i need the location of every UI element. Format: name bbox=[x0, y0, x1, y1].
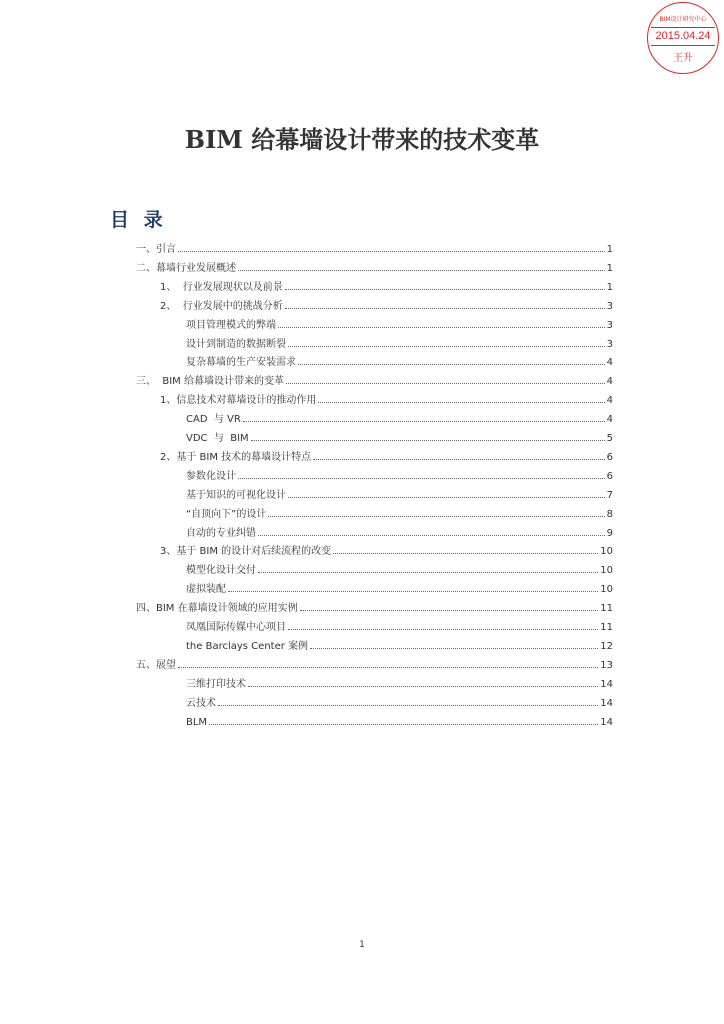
toc-entry-label: CAD 与 VR bbox=[186, 414, 241, 426]
toc-leader-dots bbox=[178, 666, 598, 668]
toc-entry-label: 参数化设计 bbox=[186, 470, 236, 482]
toc-entry[interactable] bbox=[136, 652, 613, 671]
toc-entry-page: 6 bbox=[606, 451, 613, 463]
toc-leader-dots bbox=[251, 439, 605, 441]
toc-entry-label: 项目管理模式的弊端 bbox=[186, 319, 276, 331]
toc-entry-page: 14 bbox=[600, 716, 613, 728]
toc-entry-label: 设计到制造的数据断裂 bbox=[186, 338, 286, 350]
toc-leader-dots bbox=[318, 401, 604, 403]
toc-leader-dots bbox=[298, 363, 605, 365]
toc-entry[interactable] bbox=[186, 482, 613, 501]
toc-entry[interactable] bbox=[136, 595, 613, 614]
toc-entry-page: 1 bbox=[606, 244, 613, 255]
toc-entry[interactable] bbox=[186, 463, 613, 482]
toc-leader-dots bbox=[178, 250, 605, 252]
toc-entry-label: 二、幕墙行业发展概述 bbox=[136, 262, 236, 274]
toc-leader-dots bbox=[285, 288, 605, 290]
toc-entry-page: 10 bbox=[600, 584, 613, 596]
toc-entry-label: 1、 行业发展现状以及前景 bbox=[160, 281, 283, 293]
toc-leader-dots bbox=[333, 552, 598, 554]
toc-leader-dots bbox=[248, 685, 598, 687]
toc-entry-label: 自动的专业纠错 bbox=[186, 527, 256, 539]
toc-entry-page: 7 bbox=[606, 489, 613, 501]
toc-entry-page: 4 bbox=[606, 395, 613, 407]
page-number: 1 bbox=[359, 940, 365, 950]
toc-entry-page: 3 bbox=[606, 300, 613, 312]
toc-leader-dots bbox=[218, 704, 598, 706]
toc-entry-label: 2、 行业发展中的挑战分析 bbox=[160, 300, 283, 312]
toc-leader-dots bbox=[258, 534, 605, 536]
toc-leader-dots bbox=[288, 628, 598, 630]
toc-entry-page: 12 bbox=[600, 640, 613, 652]
toc-leader-dots bbox=[288, 345, 605, 347]
toc-heading: 目 录 bbox=[110, 209, 167, 231]
toc-entry-page: 14 bbox=[600, 678, 613, 690]
toc-entry[interactable] bbox=[186, 349, 613, 368]
toc-entry-page: 11 bbox=[600, 622, 613, 633]
toc-entry[interactable] bbox=[186, 557, 613, 576]
toc-entry[interactable] bbox=[160, 293, 613, 312]
toc-entry-page: 10 bbox=[600, 565, 613, 577]
toc-entry[interactable] bbox=[160, 387, 613, 406]
toc-entry-page: 4 bbox=[606, 357, 613, 369]
toc-entry-label: 一、引言 bbox=[136, 244, 176, 255]
toc-entry-label: 复杂幕墙的生产安装需求 bbox=[186, 357, 296, 369]
toc-entry[interactable] bbox=[186, 501, 613, 520]
toc-entry-label: 模型化设计交付 bbox=[186, 565, 256, 577]
toc-entry[interactable] bbox=[160, 444, 613, 463]
toc-entry-label: VDC 与 BIM bbox=[186, 433, 249, 444]
toc-entry-page: 11 bbox=[600, 603, 613, 615]
toc-entry[interactable] bbox=[186, 671, 613, 690]
stamp-date: 2015.04.24 bbox=[651, 27, 715, 46]
toc-leader-dots bbox=[286, 382, 605, 384]
toc-entry-label: 虚拟装配 bbox=[186, 584, 226, 596]
toc-leader-dots bbox=[313, 458, 604, 460]
toc-entry[interactable] bbox=[136, 255, 613, 274]
toc-entry[interactable] bbox=[186, 331, 613, 350]
toc-entry-label: 凤凰国际传媒中心项目 bbox=[186, 622, 286, 633]
toc-entry[interactable] bbox=[186, 425, 613, 444]
toc-entry-page: 3 bbox=[606, 319, 613, 331]
toc-entry-label: 五、展望 bbox=[136, 659, 176, 671]
toc-leader-dots bbox=[288, 496, 605, 498]
toc-entry-label: 2、基于 BIM 技术的幕墙设计特点 bbox=[160, 451, 312, 463]
toc-entry[interactable] bbox=[186, 520, 613, 539]
toc-entry-label: 三、 BIM 给幕墙设计带来的变革 bbox=[136, 376, 284, 388]
toc-entry-page: 8 bbox=[606, 508, 613, 520]
toc-entry[interactable] bbox=[186, 690, 613, 709]
toc-entry-label: BLM bbox=[186, 716, 208, 728]
toc-entry[interactable] bbox=[186, 614, 613, 633]
toc-entry-page: 4 bbox=[606, 376, 613, 388]
stamp-org: BIM设计研究中心 bbox=[659, 16, 707, 23]
toc-entry[interactable] bbox=[186, 406, 613, 425]
toc-entry-page: 1 bbox=[606, 262, 613, 274]
toc-entry-label: 三维打印技术 bbox=[186, 678, 246, 690]
toc-leader-dots bbox=[228, 590, 598, 592]
toc-entry[interactable] bbox=[186, 576, 613, 595]
document-title: BIM 给幕墙设计带来的技术变革 bbox=[184, 125, 540, 154]
toc-entry-label: 3、基于 BIM 的设计对后续流程的改变 bbox=[160, 546, 332, 558]
approval-stamp bbox=[647, 2, 719, 74]
stamp-name: 王升 bbox=[673, 53, 693, 64]
toc-entry-page: 13 bbox=[600, 659, 613, 671]
toc-entry-label: 四、BIM 在幕墙设计领域的应用实例 bbox=[136, 603, 298, 615]
toc-entry-label: the Barclays Center 案例 bbox=[186, 640, 309, 652]
toc-entry-page: 1 bbox=[606, 281, 613, 293]
toc-leader-dots bbox=[258, 571, 598, 573]
toc-entry-label: 云技术 bbox=[186, 697, 216, 709]
toc-entry-page: 6 bbox=[606, 470, 613, 482]
toc-entry[interactable] bbox=[136, 368, 613, 387]
toc-entry-label: 基于知识的可视化设计 bbox=[186, 489, 286, 501]
toc-leader-dots bbox=[300, 609, 599, 611]
toc-entry-page: 10 bbox=[600, 546, 613, 558]
toc-entry-label: 1、信息技术对幕墙设计的推动作用 bbox=[160, 395, 317, 407]
toc-entry-page: 14 bbox=[600, 697, 613, 709]
toc-leader-dots bbox=[310, 647, 598, 649]
toc-entry-page: 5 bbox=[606, 433, 613, 444]
toc-entry-label: “自顶向下”的设计 bbox=[186, 508, 267, 520]
toc-leader-dots bbox=[285, 307, 605, 309]
toc-entry-page: 9 bbox=[606, 527, 613, 539]
toc-leader-dots bbox=[268, 515, 604, 517]
toc-entry[interactable] bbox=[160, 538, 613, 557]
toc-leader-dots bbox=[209, 723, 598, 725]
toc-entry[interactable] bbox=[186, 709, 613, 728]
toc-entry-page: 4 bbox=[606, 414, 613, 426]
toc-leader-dots bbox=[238, 477, 605, 479]
toc-entry[interactable] bbox=[186, 633, 613, 652]
toc-entry[interactable] bbox=[186, 312, 613, 331]
toc-leader-dots bbox=[278, 326, 605, 328]
toc-entry[interactable] bbox=[136, 236, 613, 255]
toc-leader-dots bbox=[238, 269, 605, 271]
toc-leader-dots bbox=[243, 420, 605, 422]
toc-entry-page: 3 bbox=[606, 338, 613, 350]
toc-entry[interactable] bbox=[160, 274, 613, 293]
